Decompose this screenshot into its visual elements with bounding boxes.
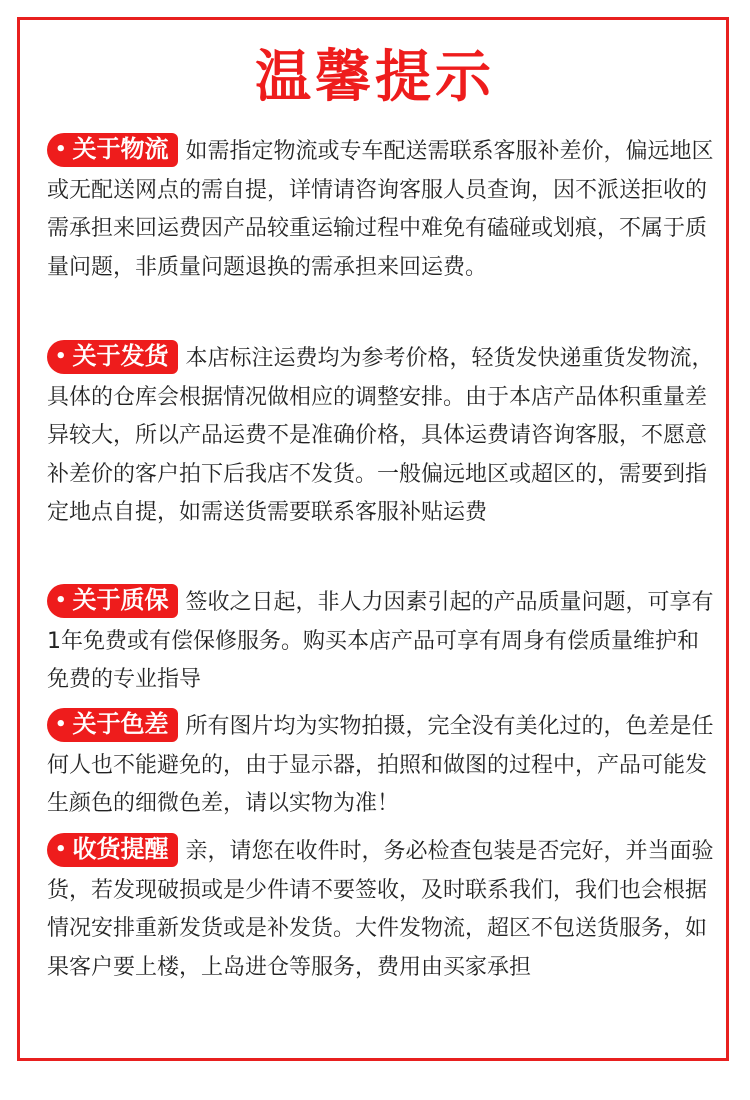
section-text: 本店标注运费均为参考价格，轻货发快递重货发物流，具体的仓库会根据情况做相应的调整安排。由于本店产品体积重量差异较大，所以产品运费不是准确价格，具体运费请咨询客服，不愿意补差价的客户拍下后我店不发货。一般偏远地区或超区的，需要到指定地点自提，如需送货需要联系客服补贴运费: [47, 346, 714, 525]
section-label: 收货提醒: [72, 835, 169, 863]
bullet-icon: •: [55, 590, 67, 611]
section-text: 所有图片均为实物拍摄，完全没有美化过的，色差是任何人也不能避免的，由于显示器，拍照和做图的过程中，产品可能发生颜色的细微色差，请以实物为准！: [47, 714, 714, 816]
section-warranty: [47, 584, 717, 700]
section-label: 关于物流: [72, 135, 169, 163]
section-badge: [47, 584, 178, 618]
section-text: 签收之日起，非人力因素引起的产品质量问题，可享有1年免费或有偿保修服务。购买本店产品可享有周身有偿质量维护和免费的专业指导: [47, 590, 714, 692]
page-title: 温馨提示: [255, 45, 495, 110]
section-badge: [47, 708, 178, 742]
section-text: 亲，请您在收件时，务必检查包装是否完好，并当面验货，若发现破损或是少件请不要签收，及时联系我们，我们也会根据情况安排重新发货或是补发货。大件发物流，超区不包送货服务，如果客户要上楼，上岛进仓等服务，费用由买家承担: [47, 839, 714, 980]
bullet-icon: •: [55, 714, 67, 735]
section-badge: [47, 833, 178, 867]
section-badge: [47, 340, 178, 374]
section-shipping: [47, 340, 717, 533]
section-label: 关于质保: [72, 586, 169, 614]
section-badge: [47, 133, 178, 167]
section-label: 关于发货: [72, 342, 169, 370]
section-text: 如需指定物流或专车配送需联系客服补差价，偏远地区或无配送网点的需自提，详情请咨询客服人员查询，因不派送拒收的需承担来回运费因产品较重运输过程中难免有磕碰或划痕，不属于质量问题，非质量问题退换的需承担来回运费。: [47, 139, 714, 280]
section-logistics: [47, 133, 717, 287]
section-receiving-reminder: [47, 833, 717, 987]
bullet-icon: •: [55, 139, 67, 160]
section-color-difference: [47, 708, 717, 824]
bullet-icon: •: [55, 346, 67, 367]
section-label: 关于色差: [72, 710, 169, 738]
bullet-icon: •: [55, 839, 67, 860]
